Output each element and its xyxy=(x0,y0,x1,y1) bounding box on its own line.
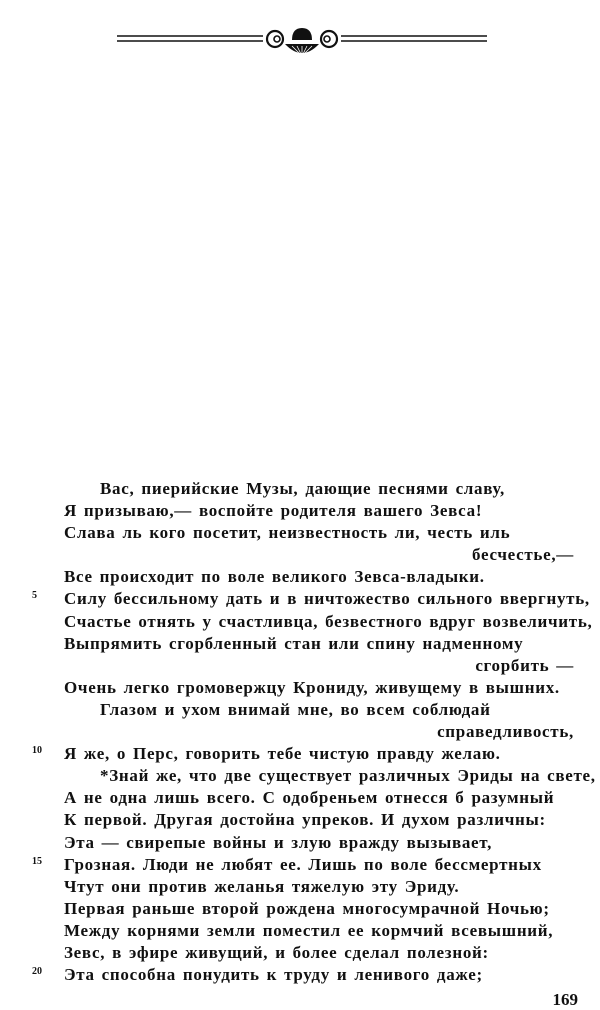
verse-line xyxy=(32,588,590,610)
verse-line-text: справедливость, xyxy=(437,722,574,742)
verse-line xyxy=(32,964,574,986)
verse-line-text: К первой. Другая достойна упреков. И духом различны: xyxy=(64,810,546,830)
verse-line-continuation xyxy=(64,544,574,566)
decorative-header-ornament xyxy=(117,26,487,58)
verse-line xyxy=(64,832,574,854)
verse-line-text: Счастье отнять у счастливца, безвестного вдруг возвеличить, xyxy=(64,611,593,631)
verse-line-text: Я же, о Перс, говорить тебе чистую правду желаю. xyxy=(64,744,501,764)
line-number: 5 xyxy=(32,590,37,602)
verse-line-text: Зевс, в эфире живущий, и более сделал полезной: xyxy=(64,942,489,962)
verse-line-text: Очень легко громовержцу Крониду, живущему в вышних. xyxy=(64,677,560,697)
verse-line-text: Грозная. Люди не любят ее. Лишь по воле бессмертных xyxy=(64,854,542,874)
verse-line-text: Я призываю,— воспойте родителя вашего Зевса! xyxy=(64,501,483,521)
verse-line xyxy=(64,876,574,898)
verse-line xyxy=(64,765,596,787)
verse-line xyxy=(64,566,574,588)
line-number: 10 xyxy=(32,745,42,757)
verse-line xyxy=(64,500,574,522)
verse-line-text: бесчестье,— xyxy=(472,545,574,565)
verse-line xyxy=(64,611,593,633)
verse-line-text: Глазом и ухом внимай мне, во всем соблюдай xyxy=(100,699,491,719)
verse-line xyxy=(64,787,574,809)
verse-line xyxy=(64,809,574,831)
verse-line-text: Вас, пиерийские Музы, дающие песнями славу, xyxy=(100,479,505,498)
verse-line-text: Эта способна понудить к труду и ленивого даже; xyxy=(64,965,483,985)
page-number: 169 xyxy=(552,990,578,1009)
poem-text xyxy=(32,478,596,986)
verse-line-text: Эта — свирепые войны и злую вражду вызывает, xyxy=(64,832,493,852)
line-number: 20 xyxy=(32,966,42,978)
verse-line-text: А не одна лишь всего. С одобреньем отнесся б разумный xyxy=(64,788,555,808)
verse-line xyxy=(64,898,574,920)
verse-line xyxy=(64,920,574,942)
verse-line-text: *Знай же, что две существует различных Эриды на свете, xyxy=(100,766,596,786)
verse-line-continuation xyxy=(64,655,574,677)
verse-line xyxy=(64,522,574,544)
line-number: 15 xyxy=(32,855,42,867)
verse-line xyxy=(64,942,574,964)
verse-line-text: Слава ль кого посетит, неизвестность ли, честь иль xyxy=(64,523,511,543)
verse-line xyxy=(32,854,574,876)
verse-line-text: Первая раньше второй рождена многосумрачной Ночью; xyxy=(64,898,550,918)
verse-line xyxy=(64,677,574,699)
verse-line-text: Все происходит по воле великого Зевса-владыки. xyxy=(64,567,485,587)
verse-line xyxy=(64,478,574,500)
verse-line-text: Выпрямить сгорбленный стан или спину надменному xyxy=(64,633,524,653)
verse-line xyxy=(32,743,574,765)
verse-line-text: Силу бессильному дать и в ничтожество сильного ввергнуть, xyxy=(64,589,590,609)
verse-line-text: сгорбить — xyxy=(475,655,574,675)
verse-line-text: Чтут они против желанья тяжелую эту Эриду. xyxy=(64,876,460,896)
verse-line-continuation xyxy=(64,721,574,743)
verse-line xyxy=(64,633,574,655)
verse-line xyxy=(64,699,574,721)
verse-line-text: Между корнями земли поместил ее кормчий всевышний, xyxy=(64,920,554,940)
